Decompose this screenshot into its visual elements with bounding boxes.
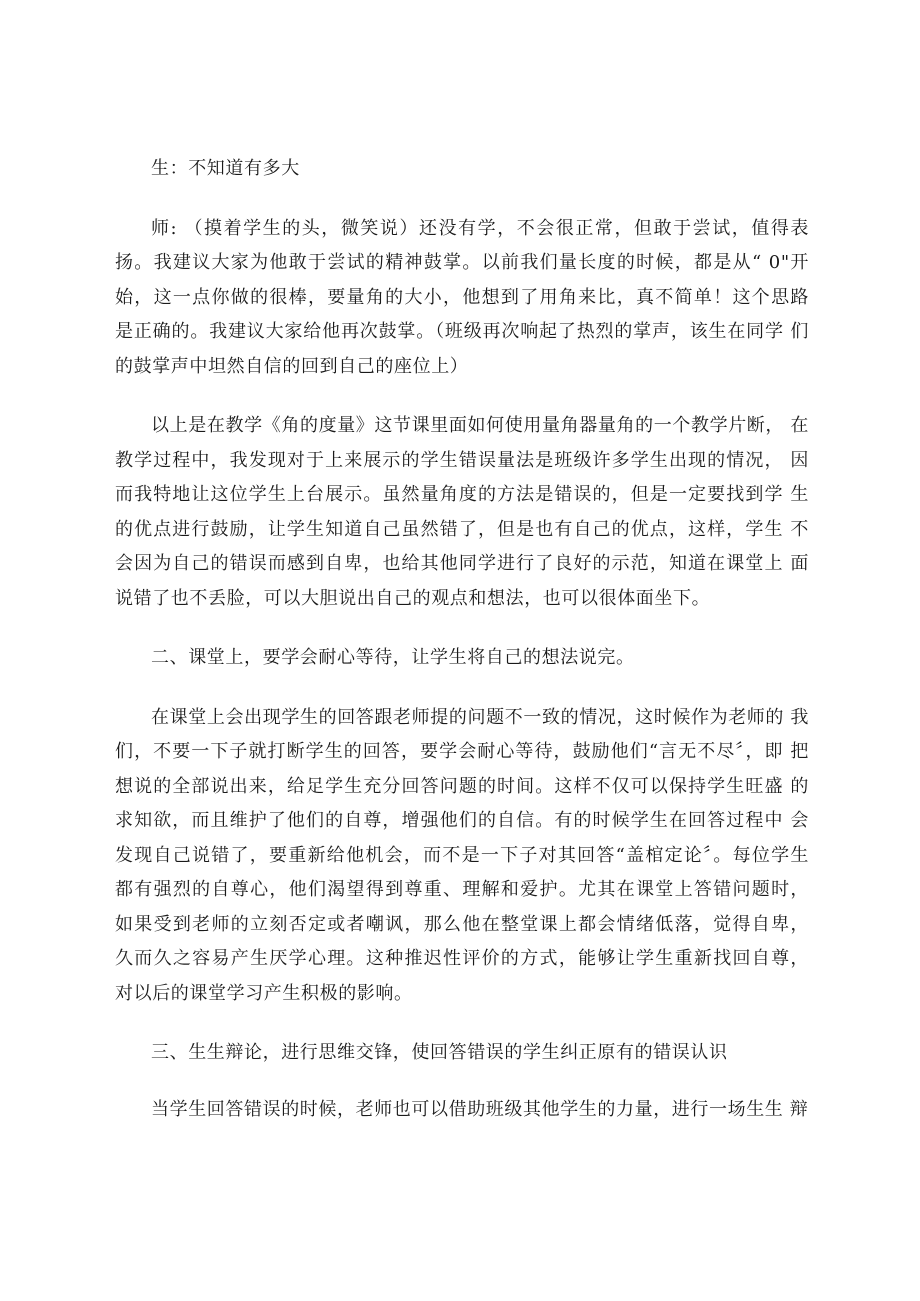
paragraph-patience: 在课堂上会出现学生的回答跟老师提的问题不一致的情况，这时候作为老师的 我们，不要一下子就打断学生的回答，要学会耐心等待，鼓励他们“言无不尽〞，即 把想说的全部说出来，给足学生充分回答问题的时间。这样不仅可以保持学生旺盛 的求知欲，而且维护了他们的自尊，增强他们的自信。有的时候学生在回答过程中 会发现自己说错了，要重新给他机会，而不是一下子对其回答“盖棺定论〞。每位学生 都有强烈的自尊心，他们渴望得到尊重、理解和爱护。尤其在课堂上答错问题时， 如果受到老师的立刻否定或者嘲讽，那么他在整堂课上都会情绪低落，觉得自卑， 久而久之容易产生厌学心理。这种推迟性评价的方式，能够让学生重新找回自尊， 对以后的课堂学习产生积极的影响。: [115, 706, 809, 1004]
document-body: [115, 152, 809, 1152]
section-heading-2: 二、课堂上，要学会耐心等待，让学生将自己的想法说完。: [151, 647, 635, 668]
paragraph-reflection: 以上是在教学《角的度量》这节课里面如何使用量角器量角的一个教学片断， 在教学过程中，我发现对于上来展示的学生错误量法是班级许多学生出现的情况， 因而我特地让这位学生上台展示。虽然量角度的方法是错误的，但是一定要找到学 生的优点进行鼓励，让学生知道自己虽然错了，但是也有自己的优点，这样，学生 不会因为自己的错误而感到自卑，也给其他同学进行了良好的示范，知道在课堂上 面说错了也不丢脸，可以大胆说出自己的观点和想法，也可以很体面坐下。: [115, 415, 809, 609]
paragraph-teacher-response: 师: （摸着学生的头，微笑说）还没有学，不会很正常，但敢于尝试，值得表 扬。我建议大家为他敢于尝试的精神鼓掌。以前我们量长度的时候，都是从“ 0"开 始，这一点你做的很棒，要量角的大小，他想到了用角来比，真不简单！这个思路 是正确的。我建议大家给他再次鼓掌。（班级再次响起了热烈的掌声，该生在同学 们的鼓掌声中坦然自信的回到自己的座位上）: [115, 217, 809, 377]
paragraph-debate: 当学生回答错误的时候，老师也可以借助班级其他学生的力量，进行一场生生 辩: [151, 1098, 809, 1120]
section-heading-3: 三、生生辩论，进行思维交锋，使回答错误的学生纠正原有的错误认识: [151, 1042, 728, 1063]
paragraph-student-reply: 生：不知道有多大: [151, 158, 300, 179]
